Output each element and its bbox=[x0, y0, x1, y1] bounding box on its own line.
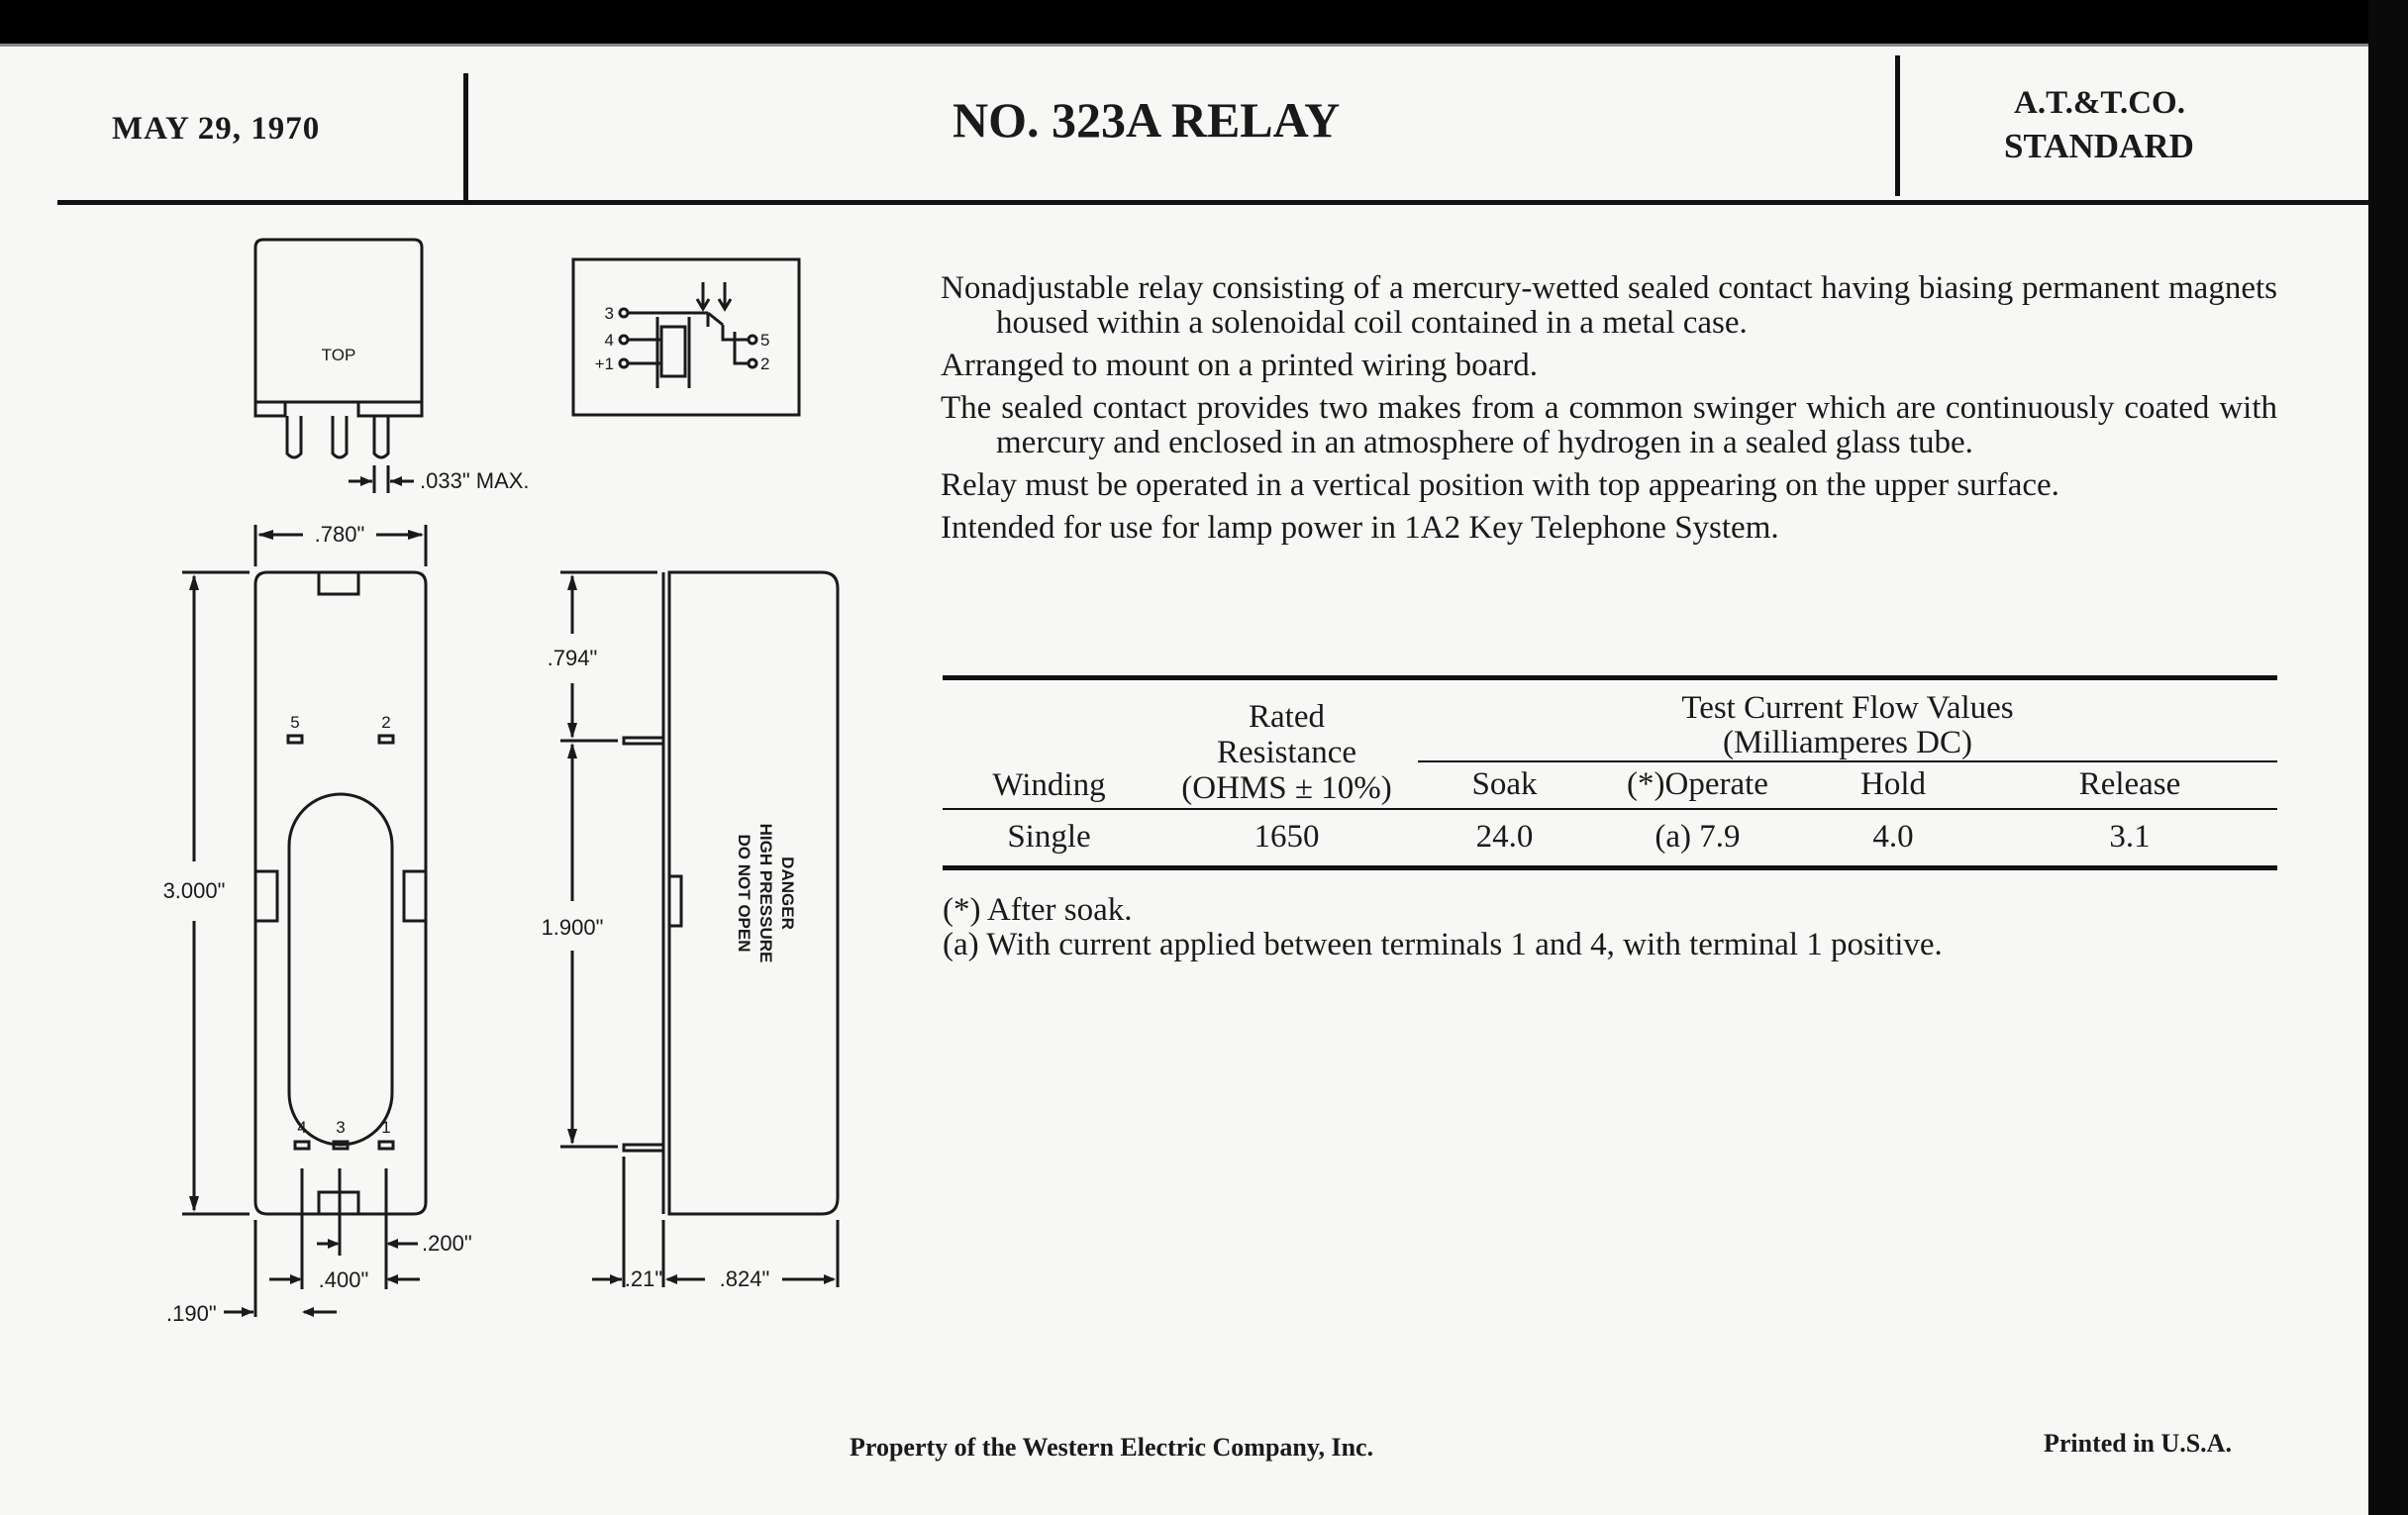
current-values-table bbox=[943, 675, 2277, 870]
side-tab bbox=[669, 876, 681, 926]
header-winding: Winding bbox=[992, 766, 1106, 803]
dimension-200: .200" bbox=[422, 1231, 472, 1256]
width-dimension: .780" bbox=[314, 522, 365, 547]
pin-gap-dimension: .033" MAX. bbox=[420, 468, 530, 493]
dimension-1900: 1.900" bbox=[541, 915, 604, 940]
relay-standoff-left bbox=[255, 402, 285, 416]
terminal-label-3: 3 bbox=[336, 1118, 346, 1137]
dimension-21: .21" bbox=[624, 1266, 663, 1291]
dimension-190: .190" bbox=[166, 1301, 217, 1326]
description-paragraph: Relay must be operated in a vertical position with top appearing on the upper surface. bbox=[941, 467, 2059, 503]
terminal-pad-5 bbox=[288, 736, 302, 743]
note-current-applied: (a) With current applied between terminals 1 and 4, with terminal 1 positive. bbox=[943, 927, 1943, 962]
description bbox=[941, 271, 2277, 554]
cell-release: 3.1 bbox=[2109, 819, 2151, 856]
footer-property: Property of the Western Electric Company, Inc. bbox=[850, 1433, 1374, 1462]
header-resistance bbox=[1155, 683, 1418, 809]
header-soak: Soak bbox=[1471, 766, 1538, 802]
relay-standoff-right bbox=[358, 402, 422, 416]
description-paragraph: The sealed contact provides two makes from a common swinger which are continuously coated with mercury and enclosed in an atmosphere of hydrogen in a sealed glass tube. bbox=[941, 390, 2277, 460]
top-label: TOP bbox=[321, 346, 356, 364]
schematic-terminal-2: 2 bbox=[760, 354, 770, 373]
description-paragraph: Arranged to mount on a printed wiring board. bbox=[941, 348, 1539, 383]
terminal-label-5: 5 bbox=[290, 713, 300, 732]
cell-hold: 4.0 bbox=[1872, 819, 1914, 856]
footer-printed: Printed in U.S.A. bbox=[2044, 1429, 2232, 1458]
schematic-terminal-1: +1 bbox=[594, 354, 614, 373]
header-operate: (*)Operate bbox=[1627, 766, 1768, 802]
header-group-line2: (Milliamperes DC) bbox=[1722, 724, 1973, 760]
side-pin-lower bbox=[624, 1145, 663, 1151]
cell-operate: (a) 7.9 bbox=[1655, 819, 1741, 856]
header-release: Release bbox=[2078, 766, 2181, 802]
dimension-400: .400" bbox=[318, 1267, 369, 1292]
notes bbox=[943, 893, 1943, 962]
relay-pin-2 bbox=[333, 416, 347, 457]
header-resistance-line3: (OHMS ± 10%) bbox=[1181, 769, 1392, 806]
warning-pressure: HIGH PRESSURE bbox=[756, 823, 775, 963]
cell-resistance: 1650 bbox=[1254, 819, 1320, 856]
standard-line1: A.T.&T.CO. bbox=[2014, 85, 2185, 121]
header-date: MAY 29, 1970 bbox=[112, 111, 321, 147]
terminal-label-1: 1 bbox=[381, 1118, 391, 1137]
header-test-current bbox=[1418, 683, 2277, 761]
relay-pin-3 bbox=[374, 416, 388, 457]
schematic-terminal-4: 4 bbox=[604, 331, 614, 350]
header-hold: Hold bbox=[1860, 766, 1926, 802]
front-tab-top bbox=[319, 572, 358, 594]
header-group-line1: Test Current Flow Values bbox=[1681, 689, 2014, 726]
description-paragraph: Nonadjustable relay consisting of a mercury-wetted sealed contact having biasing permanent magnets housed within a solenoidal coil contained in a metal case. bbox=[941, 270, 2277, 341]
relay-pin-1 bbox=[287, 416, 301, 457]
schematic-terminal-3: 3 bbox=[604, 304, 614, 323]
front-tab-right bbox=[404, 871, 426, 921]
cell-soak: 24.0 bbox=[1475, 819, 1534, 856]
terminal-label-4: 4 bbox=[297, 1118, 307, 1137]
terminal-pad-1 bbox=[379, 1142, 393, 1149]
relay-top-body bbox=[255, 240, 422, 402]
cell-winding: Single bbox=[1007, 819, 1091, 856]
header-resistance-line1: Rated bbox=[1249, 698, 1325, 735]
page-title: NO. 323A RELAY bbox=[953, 92, 1341, 148]
glass-window bbox=[289, 794, 392, 1145]
note-after-soak: (*) After soak. bbox=[943, 892, 1133, 928]
table-row bbox=[943, 809, 2277, 868]
dimension-794: .794" bbox=[547, 646, 598, 670]
side-pin-upper bbox=[624, 738, 663, 744]
front-tab-left bbox=[255, 871, 277, 921]
warning-danger: DANGER bbox=[778, 857, 797, 930]
height-dimension: 3.000" bbox=[162, 878, 226, 903]
warning-do-not-open: DO NOT OPEN bbox=[735, 834, 753, 953]
header-resistance-line2: Resistance bbox=[1216, 734, 1357, 770]
standard-line2: STANDARD bbox=[2004, 127, 2194, 165]
terminal-pad-2 bbox=[379, 736, 393, 743]
description-paragraph: Intended for use for lamp power in 1A2 Key Telephone System. bbox=[941, 510, 1779, 546]
terminal-pad-4 bbox=[295, 1142, 309, 1149]
schematic-terminal-5: 5 bbox=[760, 331, 770, 350]
terminal-label-2: 2 bbox=[381, 713, 391, 732]
dimension-824: .824" bbox=[719, 1266, 770, 1291]
